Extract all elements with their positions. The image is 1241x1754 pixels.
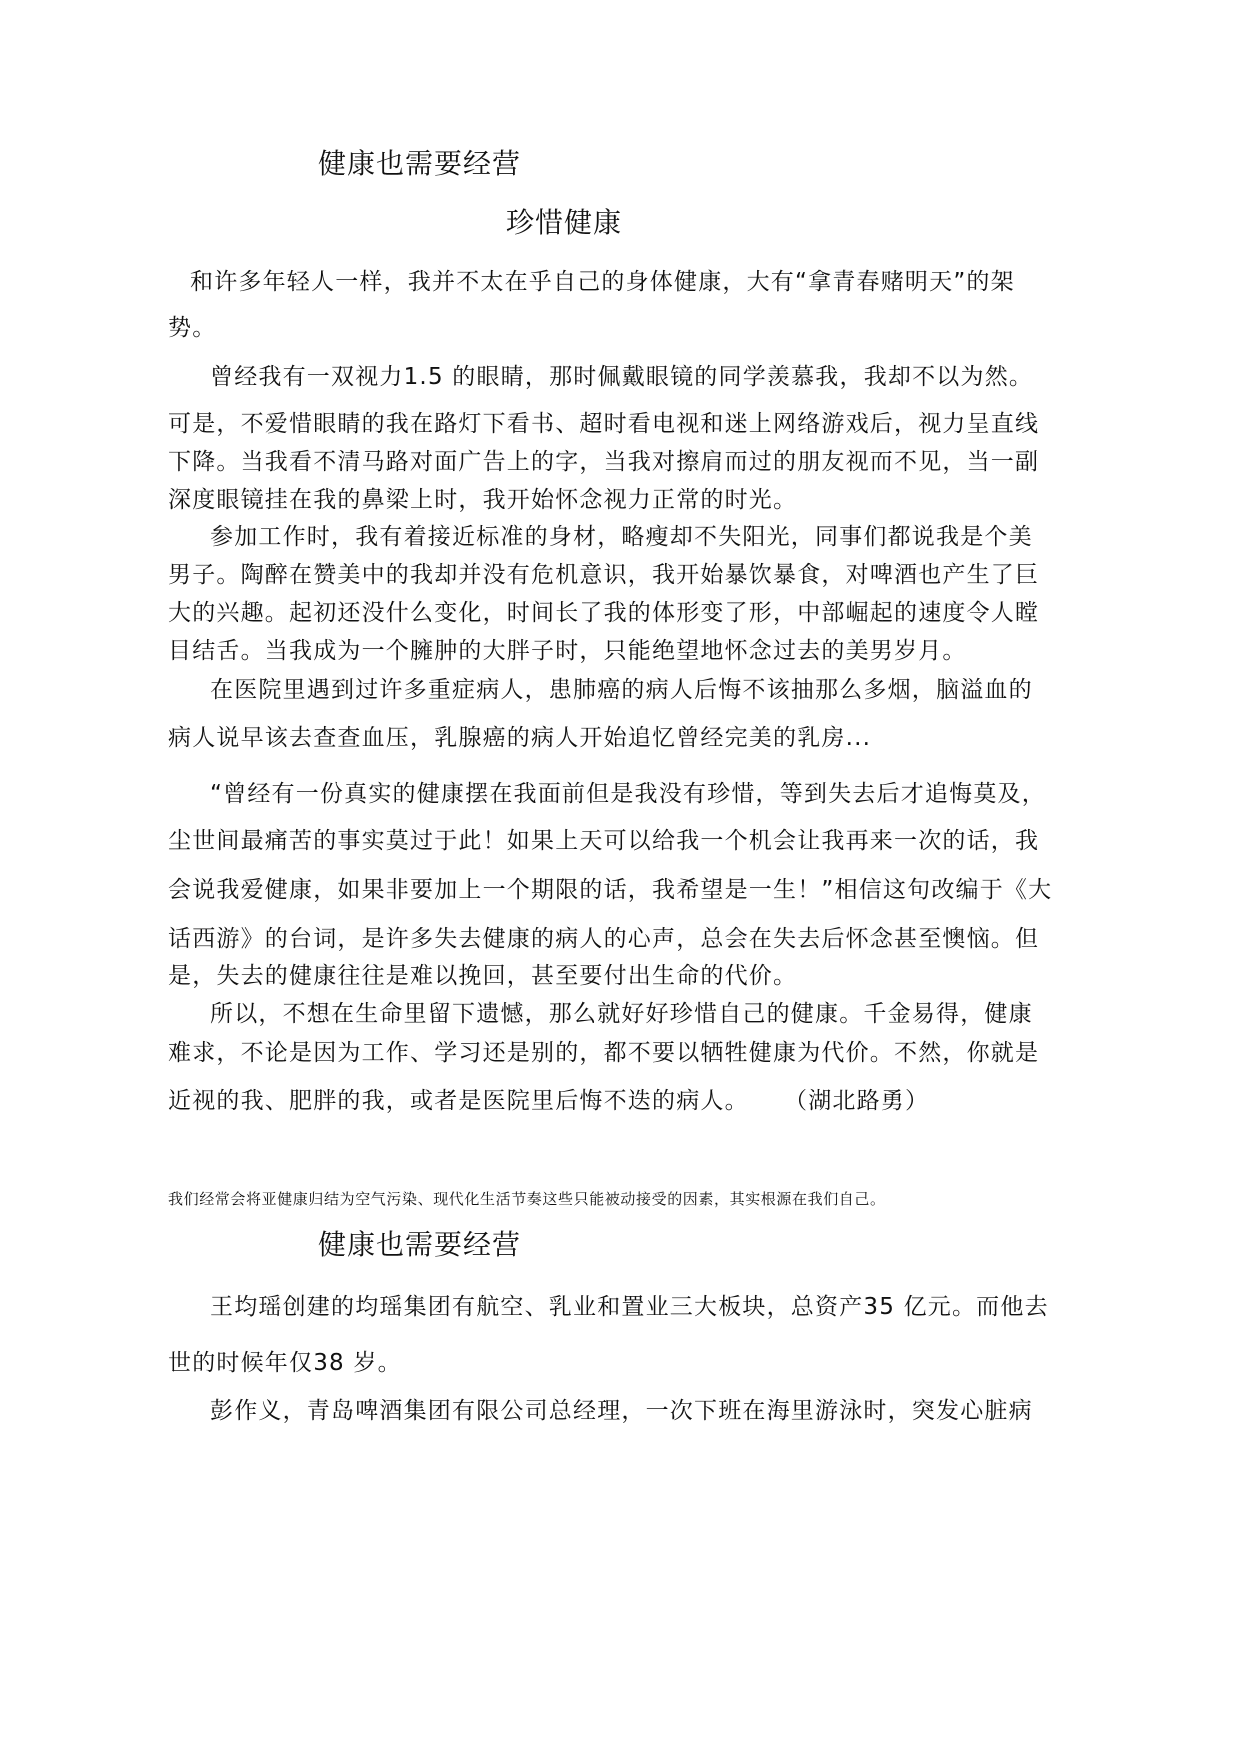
paragraph-line: 目结舌。当我成为一个臃肿的大胖子时，只能绝望地怀念过去的美男岁月。: [168, 638, 967, 664]
title-cherish-health: 珍惜健康: [506, 206, 623, 239]
paragraph-line: 在医院里遇到过许多重症病人，患肺癌的病人后悔不该抽那么多烟，脑溢血的: [210, 677, 1033, 703]
title-health-management-repeat: 健康也需要经营: [318, 1228, 522, 1261]
paragraph-line: 下降。当我看不清马路对面广告上的字，当我对擦肩而过的朋友视而不见，当一副: [168, 449, 1040, 475]
paragraph-line: 话西游》的台词，是许多失去健康的病人的心声，总会在失去后怀念甚至懊恼。但: [168, 926, 1040, 952]
paragraph-line: 王均瑶创建的均瑶集团有航空、乳业和置业三大板块，总资产35 亿元。而他去: [210, 1294, 1049, 1320]
paragraph-line: 尘世间最痛苦的事实莫过于此！如果上天可以给我一个机会让我再来一次的话，我: [168, 828, 1040, 854]
paragraph-line: 世的时候年仅38 岁。: [168, 1350, 402, 1376]
paragraph-line: “曾经有一份真实的健康摆在我面前但是我没有珍惜，等到失去后才追悔莫及，: [210, 781, 1046, 807]
paragraph-line: 彭作义，青岛啤酒集团有限公司总经理，一次下班在海里游泳时，突发心脏病: [210, 1398, 1033, 1424]
paragraph-line: 会说我爱健康，如果非要加上一个期限的话，我希望是一生！”相信这句改编于《大: [168, 877, 1053, 903]
paragraph-line: 难求，不论是因为工作、学习还是别的，都不要以牺牲健康为代价。不然，你就是: [168, 1040, 1040, 1066]
title-health-management: 健康也需要经营: [318, 147, 522, 180]
paragraph-line: 所以，不想在生命里留下遗憾，那么就好好珍惜自己的健康。千金易得，健康: [210, 1001, 1033, 1027]
author-signature: （湖北路勇）: [784, 1088, 930, 1114]
paragraph-line: 男子。陶醉在赞美中的我却并没有危机意识，我开始暴饮暴食，对啤酒也产生了巨: [168, 562, 1040, 588]
paragraph-line: 曾经我有一双视力1.5 的眼睛，那时佩戴眼镜的同学羡慕我，我却不以为然。: [210, 364, 1034, 390]
paragraph-line: 参加工作时，我有着接近标准的身材，略瘦却不失阳光，同事们都说我是个美: [210, 524, 1033, 550]
paragraph-line: 病人说早该去查查血压，乳腺癌的病人开始追忆曾经完美的乳房...: [168, 725, 872, 751]
paragraph-line: 和许多年轻人一样，我并不太在乎自己的身体健康，大有“拿青春赌明天”的架: [190, 269, 1015, 295]
paragraph-line: 深度眼镜挂在我的鼻梁上时，我开始怀念视力正常的时光。: [168, 487, 798, 513]
paragraph-line: 近视的我、肥胖的我，或者是医院里后悔不迭的病人。: [168, 1088, 749, 1114]
paragraph-line: 是，失去的健康往往是难以挽回，甚至要付出生命的代价。: [168, 963, 798, 989]
paragraph-line: 可是，不爱惜眼睛的我在路灯下看书、超时看电视和迷上网络游戏后，视力呈直线: [168, 411, 1040, 437]
paragraph-line: 势。: [168, 315, 217, 341]
intro-note: 我们经常会将亚健康归结为空气污染、现代化生活节奏这些只能被动接受的因素，其实根源在我们自己。: [168, 1190, 886, 1208]
paragraph-line: 大的兴趣。起初还没什么变化，时间长了我的体形变了形，中部崛起的速度令人瞠: [168, 600, 1040, 626]
